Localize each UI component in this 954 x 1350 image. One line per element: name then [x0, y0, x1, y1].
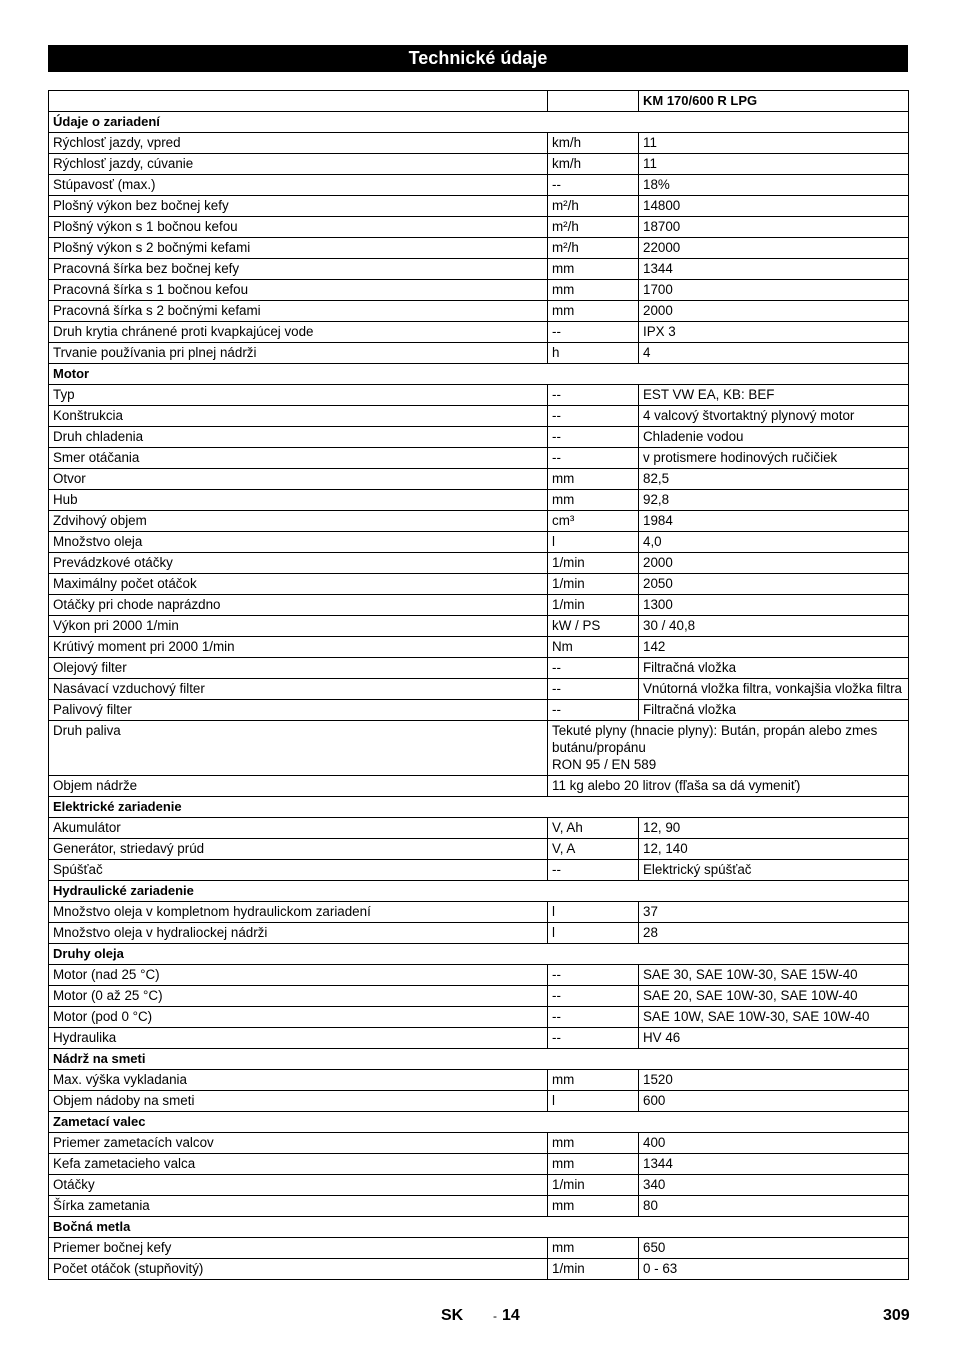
model-header: KM 170/600 R LPG	[639, 91, 909, 112]
row-value: 80	[639, 1196, 909, 1217]
row-unit: l	[548, 532, 639, 553]
row-value: 1520	[639, 1070, 909, 1091]
row-unit: km/h	[548, 154, 639, 175]
table-row	[49, 553, 909, 574]
row-value: EST VW EA, KB: BEF	[639, 385, 909, 406]
row-merged-value: 11 kg alebo 20 litrov (fľaša sa dá vymeniť)	[548, 776, 909, 797]
table-row	[49, 1175, 909, 1196]
table-row	[49, 532, 909, 553]
row-label: Množstvo oleja v hydraliockej nádrži	[49, 923, 548, 944]
table-row	[49, 595, 909, 616]
section-title: Nádrž na smeti	[49, 1049, 909, 1070]
row-value: 30 / 40,8	[639, 616, 909, 637]
table-row	[49, 818, 909, 839]
table-row	[49, 1196, 909, 1217]
row-unit: 1/min	[548, 595, 639, 616]
row-value: 1344	[639, 259, 909, 280]
table-header-row	[49, 91, 909, 112]
row-value: 1344	[639, 1154, 909, 1175]
row-value: 142	[639, 637, 909, 658]
table-row	[49, 839, 909, 860]
row-unit: m²/h	[548, 238, 639, 259]
table-row	[49, 448, 909, 469]
row-unit: V, A	[548, 839, 639, 860]
table-row	[49, 196, 909, 217]
row-label: Plošný výkon s 2 bočnými kefami	[49, 238, 548, 259]
table-row	[49, 1070, 909, 1091]
row-label: Maximálny počet otáčok	[49, 574, 548, 595]
row-label: Množstvo oleja	[49, 532, 548, 553]
row-value: v protismere hodinových ručičiek	[639, 448, 909, 469]
row-unit: 1/min	[548, 1175, 639, 1196]
table-row	[49, 637, 909, 658]
row-label: Krútivý moment pri 2000 1/min	[49, 637, 548, 658]
footer-section-page: 14	[502, 1307, 520, 1324]
row-value: 18700	[639, 217, 909, 238]
row-value: 82,5	[639, 469, 909, 490]
row-unit: m²/h	[548, 217, 639, 238]
row-unit: 1/min	[548, 553, 639, 574]
row-unit: --	[548, 175, 639, 196]
page-title: Technické údaje	[48, 45, 908, 72]
row-value: 340	[639, 1175, 909, 1196]
table-row	[49, 217, 909, 238]
table-row	[49, 511, 909, 532]
table-row	[49, 385, 909, 406]
row-label: Otáčky	[49, 1175, 548, 1196]
row-merged-value: Tekuté plyny (hnacie plyny): Bután, propán alebo zmes butánu/propánu RON 95 / EN 589	[548, 721, 909, 776]
row-unit: --	[548, 385, 639, 406]
table-row	[49, 658, 909, 679]
row-label: Hydraulika	[49, 1028, 548, 1049]
row-label: Druh krytia chránené proti kvapkajúcej vode	[49, 322, 548, 343]
row-unit: --	[548, 448, 639, 469]
row-label: Počet otáčok (stupňovitý)	[49, 1259, 548, 1280]
table-row	[49, 1238, 909, 1259]
row-unit: m²/h	[548, 196, 639, 217]
row-unit: mm	[548, 301, 639, 322]
row-value: Filtračná vložka	[639, 700, 909, 721]
row-label: Smer otáčania	[49, 448, 548, 469]
row-label: Prevádzkové otáčky	[49, 553, 548, 574]
table-row	[49, 175, 909, 196]
row-value: Vnútorná vložka filtra, vonkajšia vložka filtra	[639, 679, 909, 700]
section-row	[49, 112, 909, 133]
row-label: Otvor	[49, 469, 548, 490]
section-row	[49, 1049, 909, 1070]
row-value: HV 46	[639, 1028, 909, 1049]
row-unit: mm	[548, 280, 639, 301]
section-row	[49, 1112, 909, 1133]
row-unit: h	[548, 343, 639, 364]
row-unit: --	[548, 322, 639, 343]
technical-data-table	[48, 90, 909, 1280]
row-unit: --	[548, 658, 639, 679]
row-value: 4,0	[639, 532, 909, 553]
row-value: 1700	[639, 280, 909, 301]
table-row	[49, 679, 909, 700]
row-unit: mm	[548, 469, 639, 490]
table-row	[49, 923, 909, 944]
row-unit: l	[548, 902, 639, 923]
table-row	[49, 1259, 909, 1280]
table-row	[49, 427, 909, 448]
row-value: 28	[639, 923, 909, 944]
row-label: Výkon pri 2000 1/min	[49, 616, 548, 637]
table-row	[49, 343, 909, 364]
row-unit: 1/min	[548, 574, 639, 595]
row-value: SAE 20, SAE 10W-30, SAE 10W-40	[639, 986, 909, 1007]
row-unit: 1/min	[548, 1259, 639, 1280]
table-row	[49, 902, 909, 923]
row-value: 4	[639, 343, 909, 364]
table-row	[49, 280, 909, 301]
row-unit: --	[548, 1028, 639, 1049]
table-row	[49, 860, 909, 881]
table-row	[49, 1133, 909, 1154]
section-row	[49, 364, 909, 385]
row-label: Priemer bočnej kefy	[49, 1238, 548, 1259]
row-value: Chladenie vodou	[639, 427, 909, 448]
row-value: 1300	[639, 595, 909, 616]
row-label: Rýchlosť jazdy, vpred	[49, 133, 548, 154]
row-label: Olejový filter	[49, 658, 548, 679]
row-unit: Nm	[548, 637, 639, 658]
row-label: Kefa zametacieho valca	[49, 1154, 548, 1175]
row-value: 37	[639, 902, 909, 923]
section-title: Zametací valec	[49, 1112, 909, 1133]
row-unit: --	[548, 679, 639, 700]
row-label: Generátor, striedavý prúd	[49, 839, 548, 860]
row-value: 2050	[639, 574, 909, 595]
row-value: 650	[639, 1238, 909, 1259]
row-value: 11	[639, 154, 909, 175]
row-label: Druh paliva	[49, 721, 548, 776]
row-label: Hub	[49, 490, 548, 511]
row-label: Trvanie používania pri plnej nádrži	[49, 343, 548, 364]
row-unit: V, Ah	[548, 818, 639, 839]
row-label: Pracovná šírka bez bočnej kefy	[49, 259, 548, 280]
table-row	[49, 154, 909, 175]
row-value: 18%	[639, 175, 909, 196]
row-value: 4 valcový štvortaktný plynový motor	[639, 406, 909, 427]
section-row	[49, 797, 909, 818]
row-unit: mm	[548, 1133, 639, 1154]
row-label: Max. výška vykladania	[49, 1070, 548, 1091]
header-empty-unit-cell	[548, 91, 639, 112]
row-unit: --	[548, 700, 639, 721]
section-title: Druhy oleja	[49, 944, 909, 965]
row-label: Objem nádoby na smeti	[49, 1091, 548, 1112]
row-label: Motor (nad 25 °C)	[49, 965, 548, 986]
row-unit: cm³	[548, 511, 639, 532]
row-value: 11	[639, 133, 909, 154]
row-unit: --	[548, 1007, 639, 1028]
table-row	[49, 301, 909, 322]
row-label: Šírka zametania	[49, 1196, 548, 1217]
footer-page-number: 309	[883, 1307, 910, 1324]
row-label: Otáčky pri chode naprázdno	[49, 595, 548, 616]
table-row	[49, 1007, 909, 1028]
row-value: 12, 90	[639, 818, 909, 839]
row-label: Spúšťač	[49, 860, 548, 881]
table-row	[49, 322, 909, 343]
row-label: Rýchlosť jazdy, cúvanie	[49, 154, 548, 175]
row-value: 92,8	[639, 490, 909, 511]
table-row	[49, 574, 909, 595]
row-value: 14800	[639, 196, 909, 217]
table-row	[49, 965, 909, 986]
row-unit: kW / PS	[548, 616, 639, 637]
row-value: SAE 30, SAE 10W-30, SAE 15W-40	[639, 965, 909, 986]
row-unit: --	[548, 986, 639, 1007]
table-row	[49, 986, 909, 1007]
row-label: Objem nádrže	[49, 776, 548, 797]
row-unit: l	[548, 923, 639, 944]
table-row	[49, 238, 909, 259]
row-unit: mm	[548, 490, 639, 511]
row-label: Stúpavosť (max.)	[49, 175, 548, 196]
section-title: Hydraulické zariadenie	[49, 881, 909, 902]
table-row	[49, 469, 909, 490]
row-value: Filtračná vložka	[639, 658, 909, 679]
row-unit: --	[548, 406, 639, 427]
row-label: Plošný výkon bez bočnej kefy	[49, 196, 548, 217]
row-unit: km/h	[548, 133, 639, 154]
row-value: 2000	[639, 553, 909, 574]
row-label: Akumulátor	[49, 818, 548, 839]
section-title: Motor	[49, 364, 909, 385]
row-label: Motor (0 až 25 °C)	[49, 986, 548, 1007]
row-unit: l	[548, 1091, 639, 1112]
table-row	[49, 1154, 909, 1175]
footer-language: SK	[441, 1307, 464, 1324]
row-value: 0 - 63	[639, 1259, 909, 1280]
row-label: Typ	[49, 385, 548, 406]
row-unit: mm	[548, 259, 639, 280]
row-value: IPX 3	[639, 322, 909, 343]
row-value: 12, 140	[639, 839, 909, 860]
table-row	[49, 776, 909, 797]
row-label: Pracovná šírka s 2 bočnými kefami	[49, 301, 548, 322]
table-row	[49, 259, 909, 280]
table-row	[49, 700, 909, 721]
table-row	[49, 406, 909, 427]
row-label: Pracovná šírka s 1 bočnou kefou	[49, 280, 548, 301]
row-value: 1984	[639, 511, 909, 532]
row-label: Nasávací vzduchový filter	[49, 679, 548, 700]
row-value: 22000	[639, 238, 909, 259]
row-unit: --	[548, 860, 639, 881]
row-value: 600	[639, 1091, 909, 1112]
table-row	[49, 1028, 909, 1049]
row-unit: mm	[548, 1238, 639, 1259]
row-label: Konštrukcia	[49, 406, 548, 427]
section-row	[49, 881, 909, 902]
row-value: 2000	[639, 301, 909, 322]
row-label: Motor (pod 0 °C)	[49, 1007, 548, 1028]
row-value: SAE 10W, SAE 10W-30, SAE 10W-40	[639, 1007, 909, 1028]
section-title: Údaje o zariadení	[49, 112, 909, 133]
section-title: Bočná metla	[49, 1217, 909, 1238]
row-label: Množstvo oleja v kompletnom hydraulickom zariadení	[49, 902, 548, 923]
row-value: 400	[639, 1133, 909, 1154]
row-unit: mm	[548, 1154, 639, 1175]
table-row	[49, 616, 909, 637]
table-row	[49, 721, 909, 776]
section-row	[49, 1217, 909, 1238]
row-unit: mm	[548, 1070, 639, 1091]
row-unit: --	[548, 965, 639, 986]
section-row	[49, 944, 909, 965]
header-empty-label-cell	[49, 91, 548, 112]
row-label: Plošný výkon s 1 bočnou kefou	[49, 217, 548, 238]
footer-dash: -	[493, 1309, 497, 1323]
row-label: Palivový filter	[49, 700, 548, 721]
row-label: Priemer zametacích valcov	[49, 1133, 548, 1154]
table-row	[49, 490, 909, 511]
row-unit: --	[548, 427, 639, 448]
table-row	[49, 133, 909, 154]
row-unit: mm	[548, 1196, 639, 1217]
section-title: Elektrické zariadenie	[49, 797, 909, 818]
row-label: Druh chladenia	[49, 427, 548, 448]
row-label: Zdvihový objem	[49, 511, 548, 532]
row-value: Elektrický spúšťač	[639, 860, 909, 881]
table-row	[49, 1091, 909, 1112]
